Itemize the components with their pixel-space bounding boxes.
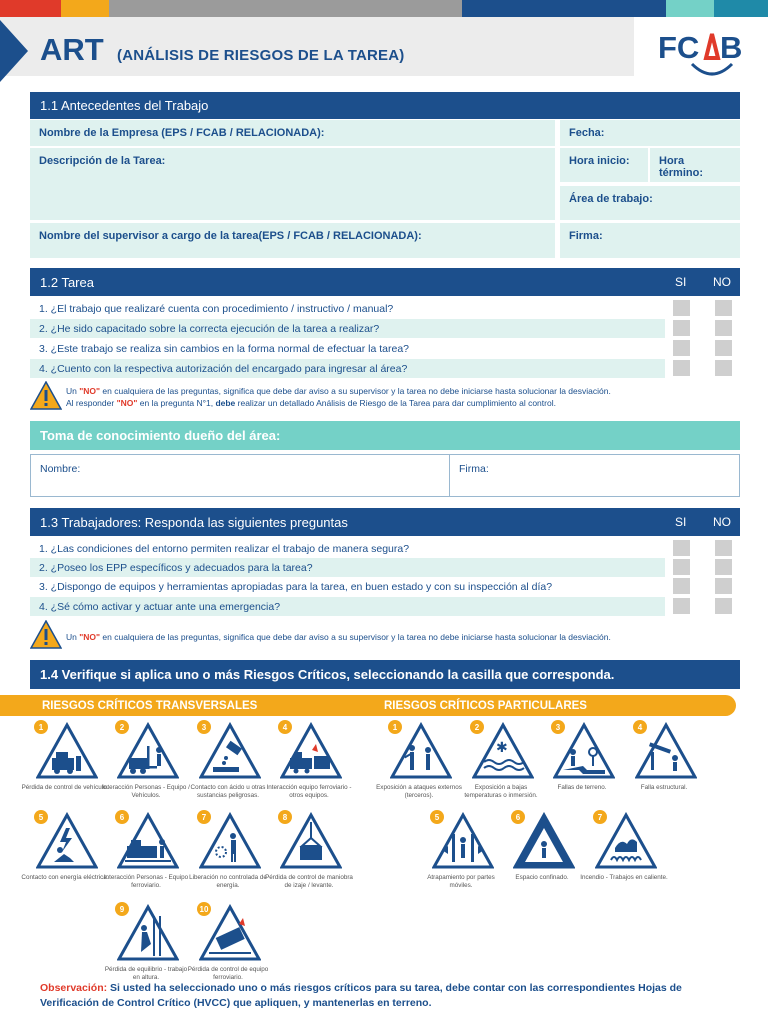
date-label: Fecha: (569, 127, 605, 139)
warning-text: realizar un detallado Análisis de Riesgo de la Tarea para dar cumplimiento al control. (235, 398, 556, 408)
owner-name-label: Nombre: (40, 463, 81, 475)
risk-category-bar (0, 695, 736, 716)
risk-number-badge: 9 (115, 902, 129, 916)
warning-icon (30, 620, 62, 649)
risk-number-badge: 7 (197, 810, 211, 824)
warning-no-highlight: "NO" (79, 632, 101, 642)
section-1-2-header (30, 268, 740, 296)
area-owner-header (30, 421, 740, 450)
area-owner-box (30, 454, 740, 497)
supervisor-name-label: Nombre del supervisor a cargo de la tarea(EPS / FCAB / RELACIONADA): (39, 230, 422, 242)
no-checkbox[interactable] (715, 540, 732, 556)
risk-caption: Incendio - Trabajos en caliente. (580, 874, 668, 881)
yes-checkbox[interactable] (673, 578, 690, 594)
risk-number-badge: 8 (278, 810, 292, 824)
risk-caption: Interacción Personas - Equipo / Vehículos. (102, 784, 190, 799)
no-checkbox[interactable] (715, 598, 732, 614)
warning-text: Al responder (66, 398, 117, 408)
task-question-text: 2. ¿He sido capacitado sobre la correcta ejecución de la tarea a realizar? (39, 322, 380, 335)
risk-caption: Pérdida de equilibrio - trabajo en altura. (104, 966, 188, 981)
no-checkbox[interactable] (715, 340, 732, 356)
worker-question-text: 1. ¿Las condiciones del entorno permiten realizar el trabajo de manera segura? (39, 542, 410, 555)
risk-caption: Contacto con ácido u otras sustancias peligrosas. (190, 784, 266, 799)
task-question-row (30, 359, 665, 378)
risk-number-badge: 2 (470, 720, 484, 734)
warning-text: en la pregunta N°1, (137, 398, 216, 408)
risk-number-badge: 10 (197, 902, 211, 916)
risk-number-badge: 7 (593, 810, 607, 824)
observation-note (40, 981, 730, 1011)
warning-text: en cualquiera de las preguntas, significa que debe dar aviso a su supervisor y la tarea no debe iniciarse hasta solucionar la desviación. (100, 632, 611, 642)
risk-caption: Espacio confinado. (515, 874, 569, 881)
worker-question-text: 2. ¿Poseo los EPP específicos y adecuados para la tarea? (39, 561, 313, 574)
yes-checkbox[interactable] (673, 320, 690, 336)
section-1-3-title: 1.3 Trabajadores: Responda las siguientes preguntas (40, 514, 348, 530)
section-1-4-header (30, 660, 740, 689)
risk-caption: Exposición a bajas temperaturas o inmersión. (464, 784, 538, 799)
task-question-text: 4. ¿Cuento con la respectiva autorización del encargado para ingresar al área? (39, 362, 408, 375)
risk-number-badge: 1 (34, 720, 48, 734)
owner-divider (449, 455, 450, 496)
risk-caption: Pérdida de control de equipo ferroviario. (187, 966, 269, 981)
end-time-label: Hora término: (659, 155, 703, 179)
section-1-4-title: 1.4 Verifique si aplica uno o más Riesgos Críticos, seleccionando la casilla que corresponda. (40, 667, 615, 682)
task-question-row (30, 299, 665, 318)
risk-number-badge: 6 (115, 810, 129, 824)
risk-number-badge: 4 (633, 720, 647, 734)
no-checkbox[interactable] (715, 559, 732, 575)
risk-number-badge: 1 (388, 720, 402, 734)
worker-question-row (30, 558, 665, 577)
svg-text:FC: FC (658, 30, 700, 65)
no-column-label: NO (713, 275, 731, 289)
task-question-row (30, 339, 665, 358)
risk-caption: Interacción Personas - Equipo ferroviario. (103, 874, 189, 889)
risk-number-badge: 5 (430, 810, 444, 824)
task-description-field[interactable] (30, 148, 555, 220)
worker-question-row (30, 597, 665, 616)
warning-text: Un (66, 632, 80, 642)
warning-text: Un (66, 386, 80, 396)
header-arrow-icon (0, 20, 28, 82)
risk-caption: Fallas de terreno. (557, 784, 607, 791)
warning-icon (30, 381, 62, 410)
task-question-text: 1. ¿El trabajo que realizaré cuenta con procedimiento / instructivo / manual? (39, 302, 394, 315)
worker-question-text: 3. ¿Dispongo de equipos y herramientas apropiadas para la tarea, en buen estado y con su inspección al día? (39, 580, 553, 593)
no-checkbox[interactable] (715, 300, 732, 316)
task-question-text: 3. ¿Este trabajo se realiza sin cambios en la forma normal de efectuar la tarea? (39, 342, 410, 355)
worker-question-row (30, 539, 665, 558)
yes-column-label: SI (675, 515, 687, 529)
risk-number-badge: 3 (551, 720, 565, 734)
start-time-field[interactable] (560, 148, 648, 182)
risk-number-badge: 5 (34, 810, 48, 824)
area-owner-title: Toma de conocimiento dueño del área: (40, 428, 281, 443)
worker-warning (66, 631, 611, 643)
risk-number-badge: 4 (278, 720, 292, 734)
no-column-label: NO (713, 515, 731, 529)
svg-text:B: B (720, 30, 743, 65)
warning-text: en cualquiera de las preguntas, significa que debe dar aviso a su supervisor y la tarea no debe iniciarse hasta solucionar la desviación. (100, 386, 611, 396)
risk-caption: Pérdida de control de vehículo. (21, 784, 109, 791)
risk-caption: Contacto con energía eléctrica. (21, 874, 109, 881)
section-1-3-header (30, 508, 740, 536)
svg-text:✱: ✱ (496, 740, 508, 756)
transversal-risks-title: RIESGOS CRÍTICOS TRANSVERSALES (42, 699, 258, 712)
page-title: ART (40, 32, 104, 67)
risk-number-badge: 2 (115, 720, 129, 734)
worker-question-text: 4. ¿Sé cómo activar y actuar ante una emergencia? (39, 600, 281, 613)
task-question-row (30, 319, 665, 338)
observation-label: Observación: (40, 982, 108, 994)
particular-risks-title: RIESGOS CRÍTICOS PARTICULARES (384, 699, 587, 712)
yes-checkbox[interactable] (673, 559, 690, 575)
no-checkbox[interactable] (715, 578, 732, 594)
observation-text: Si usted ha seleccionado uno o más riesgos críticos para su tarea, debe contar con las correspondientes Hojas de Verificación de Control Crítico (HVCC) que apliquen, y mantenerlas en terreno. (40, 982, 682, 1009)
yes-checkbox[interactable] (673, 360, 690, 376)
warning-no-highlight: "NO" (116, 398, 138, 408)
section-1-2-title: 1.2 Tarea (40, 274, 94, 290)
date-field[interactable] (560, 120, 740, 146)
task-warning-line-2 (66, 397, 556, 409)
worker-question-row (30, 577, 665, 596)
risk-caption: Pérdida de control de maniobra de izaje / levante. (265, 874, 353, 889)
risk-number-badge: 3 (197, 720, 211, 734)
no-checkbox[interactable] (715, 360, 732, 376)
end-time-field[interactable] (650, 148, 740, 182)
fcab-logo (656, 28, 744, 80)
yes-column-label: SI (675, 275, 687, 289)
risk-caption: Exposición a ataques externos (terceros). (376, 784, 462, 799)
work-area-field[interactable] (560, 186, 740, 220)
yes-checkbox[interactable] (673, 340, 690, 356)
task-warning-line-1 (66, 385, 611, 397)
warning-bold-text: debe (215, 398, 236, 408)
yes-checkbox[interactable] (673, 300, 690, 316)
start-time-label: Hora inicio: (569, 155, 630, 167)
work-area-label: Área de trabajo: (569, 193, 653, 205)
company-name-label: Nombre de la Empresa (EPS / FCAB / RELACIONADA): (39, 127, 325, 139)
task-description-label: Descripción de la Tarea: (39, 155, 166, 167)
page-subtitle: (ANÁLISIS DE RIESGOS DE LA TAREA) (117, 47, 405, 64)
risk-caption: Liberación no controlada de energía. (189, 874, 267, 889)
risk-caption: Atrapamiento por partes móviles. (427, 874, 495, 889)
risk-caption: Interacción equipo ferroviario - otros equipos. (266, 784, 352, 799)
supervisor-name-field[interactable] (30, 223, 555, 258)
supervisor-signature-label: Firma: (569, 230, 603, 242)
section-1-1-header (30, 92, 740, 119)
company-name-field[interactable] (30, 120, 555, 146)
yes-checkbox[interactable] (673, 540, 690, 556)
risk-number-badge: 6 (511, 810, 525, 824)
top-color-strip (0, 0, 768, 17)
no-checkbox[interactable] (715, 320, 732, 336)
risk-caption: Falla estructural. (640, 784, 688, 791)
warning-no-highlight: "NO" (79, 386, 101, 396)
yes-checkbox[interactable] (673, 598, 690, 614)
section-1-1-title: 1.1 Antecedentes del Trabajo (40, 98, 209, 113)
supervisor-signature-field[interactable] (560, 223, 740, 258)
owner-signature-label: Firma: (459, 463, 489, 475)
